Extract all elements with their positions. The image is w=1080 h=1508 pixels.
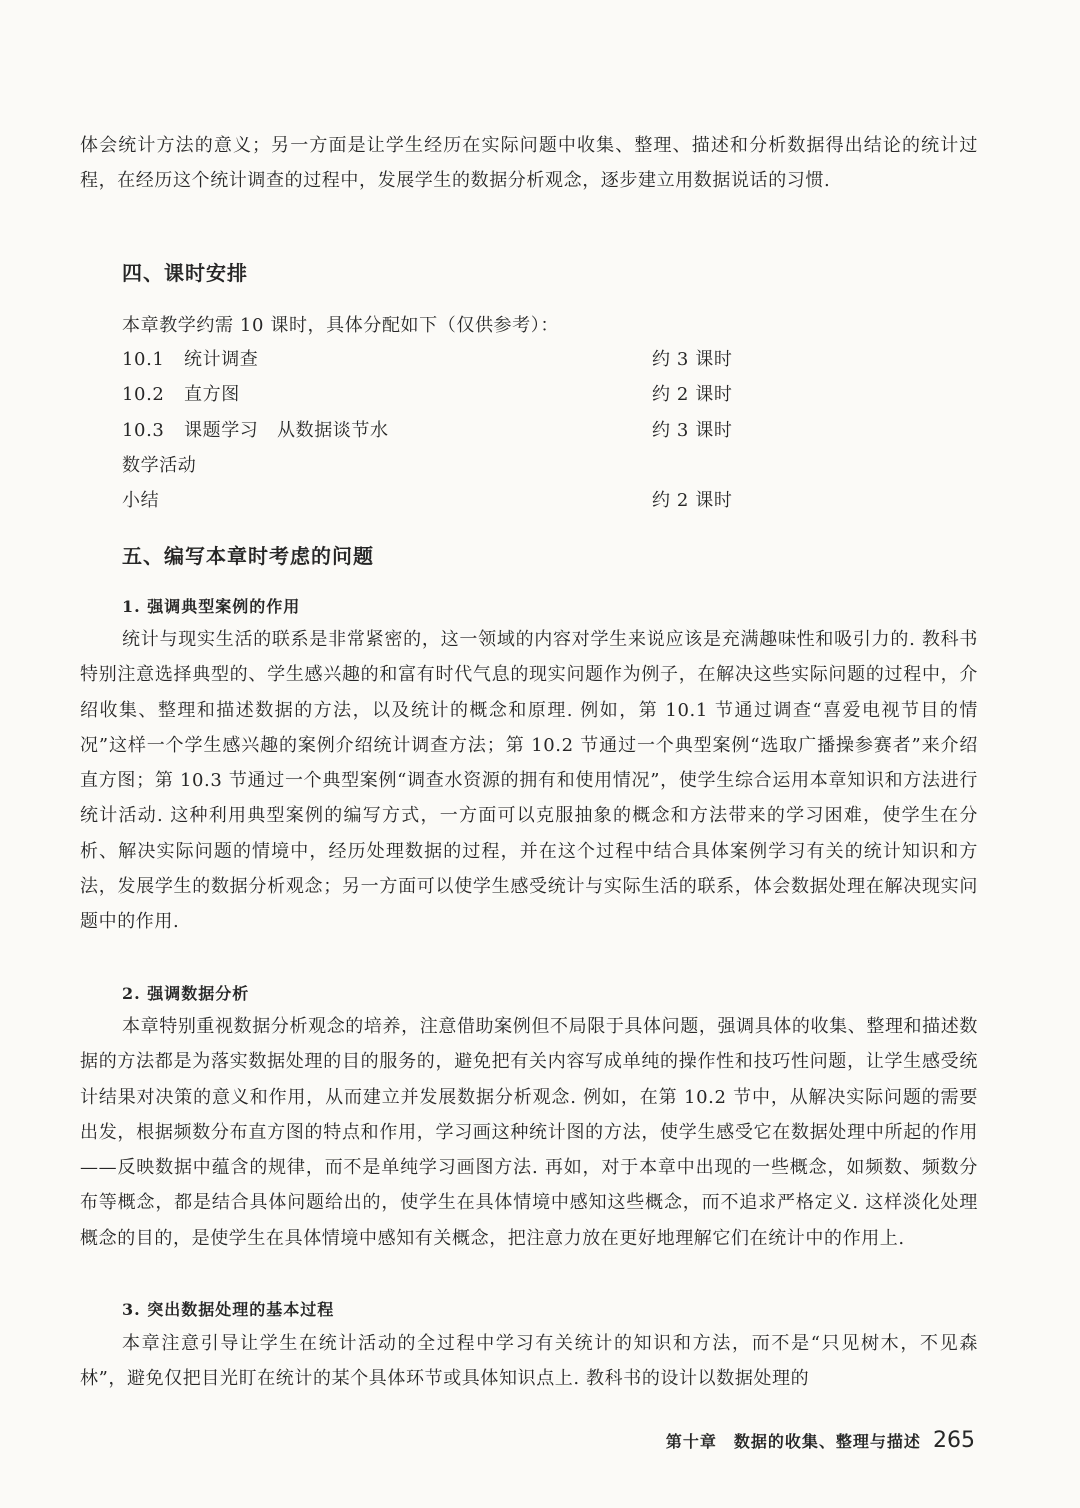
- page-number: 265: [933, 1428, 975, 1453]
- schedule-row: [122, 377, 782, 412]
- subsection2-heading: 2. 强调数据分析: [122, 984, 250, 1003]
- schedule-name: 数学活动: [122, 454, 197, 476]
- page-footer: [666, 1428, 975, 1453]
- schedule-num: 10.1: [122, 349, 165, 370]
- subsection1-body: 统计与现实生活的联系是非常紧密的，这一领域的内容对学生来说应该是充满趣味性和吸引力的. 教科书特别注意选择典型的、学生感兴趣的和富有时代气息的现实问题作为例子，在解决这些实际问题的过程中，介绍收集、整理和描述数据的方法，以及统计的概念和原理. 例如，第 10.1 节通过调查“喜爱电视节目的情况”这样一个学生感兴趣的案例介绍统计调查方法；第 10.2 节通过一个典型案例“选取广播操参赛者”来介绍直方图；第 10.3 节通过一个典型案例“调查水资源的拥有和使用情况”，使学生综合运用本章知识和方法进行统计活动. 这种利用典型案例的编写方式，一方面可以克服抽象的概念和方法带来的学习困难，使学生在分析、解决实际问题的情境中，经历处理数据的过程，并在这个过程中结合具体案例学习有关的统计知识和方法，发展学生的数据分析观念；另一方面可以使学生感受统计与实际生活的联系，体会数据处理在解决现实问题中的作用.: [80, 629, 978, 933]
- subsection2-body: 本章特别重视数据分析观念的培养，注意借助案例但不局限于具体问题，强调具体的收集、整理和描述数据的方法都是为落实数据处理的目的服务的，避免把有关内容写成单纯的操作性和技巧性问题，让学生感受统计结果对决策的意义和作用，从而建立并发展数据分析观念. 例如，在第 10.2 节中，从解决实际问题的需要出发，根据频数分布直方图的特点和作用，学习画这种统计图的方法，使学生感受它在数据处理中所起的作用——反映数据中蕴含的规律，而不是单纯学习画图方法. 再如，对于本章中出现的一些概念，如频数、频数分布等概念，都是结合具体问题给出的，使学生在具体情境中感知这些概念，而不追求严格定义. 这样淡化处理概念的目的，是使学生在具体情境中感知有关概念，把注意力放在更好地理解它们在统计中的作用上.: [80, 1016, 978, 1249]
- schedule-row: [122, 342, 782, 377]
- section5-heading: 五、编写本章时考虑的问题: [122, 544, 374, 568]
- schedule-intro: 本章教学约需 10 课时，具体分配如下（仅供参考）：: [122, 315, 559, 336]
- schedule-row: [122, 483, 782, 518]
- chapter-title: 第十章 数据的收集、整理与描述: [665, 1432, 921, 1451]
- schedule-list: [122, 342, 782, 518]
- schedule-name: 小结: [122, 490, 160, 512]
- section4-heading: 四、课时安排: [122, 261, 248, 285]
- schedule-row: [122, 448, 782, 483]
- subsection3-heading: 3. 突出数据处理的基本过程: [122, 1300, 335, 1319]
- schedule-name: 课题学习 从数据谈节水: [184, 419, 389, 441]
- intro-paragraph: 体会统计方法的意义；另一方面是让学生经历在实际问题中收集、整理、描述和分析数据得出结论的统计过程，在经历这个统计调查的过程中，发展学生的数据分析观念，逐步建立用数据说话的习惯.: [80, 135, 978, 192]
- schedule-num: 10.2: [122, 384, 165, 406]
- subsection1-heading: 1. 强调典型案例的作用: [122, 597, 301, 616]
- schedule-num: 10.3: [122, 419, 165, 441]
- schedule-hours: 约 3 课时: [652, 419, 733, 441]
- schedule-hours: 约 3 课时: [652, 349, 733, 370]
- schedule-hours: 约 2 课时: [652, 384, 733, 406]
- schedule-row: [122, 413, 782, 448]
- subsection3-body: 本章注意引导让学生在统计活动的全过程中学习有关统计的知识和方法，而不是“只见树木，不见森林”，避免仅把目光盯在统计的某个具体环节或具体知识点上. 教科书的设计以数据处理的: [80, 1333, 978, 1390]
- schedule-hours: 约 2 课时: [652, 490, 733, 512]
- schedule-name: 直方图: [184, 384, 240, 406]
- schedule-name: 统计调查: [184, 349, 259, 370]
